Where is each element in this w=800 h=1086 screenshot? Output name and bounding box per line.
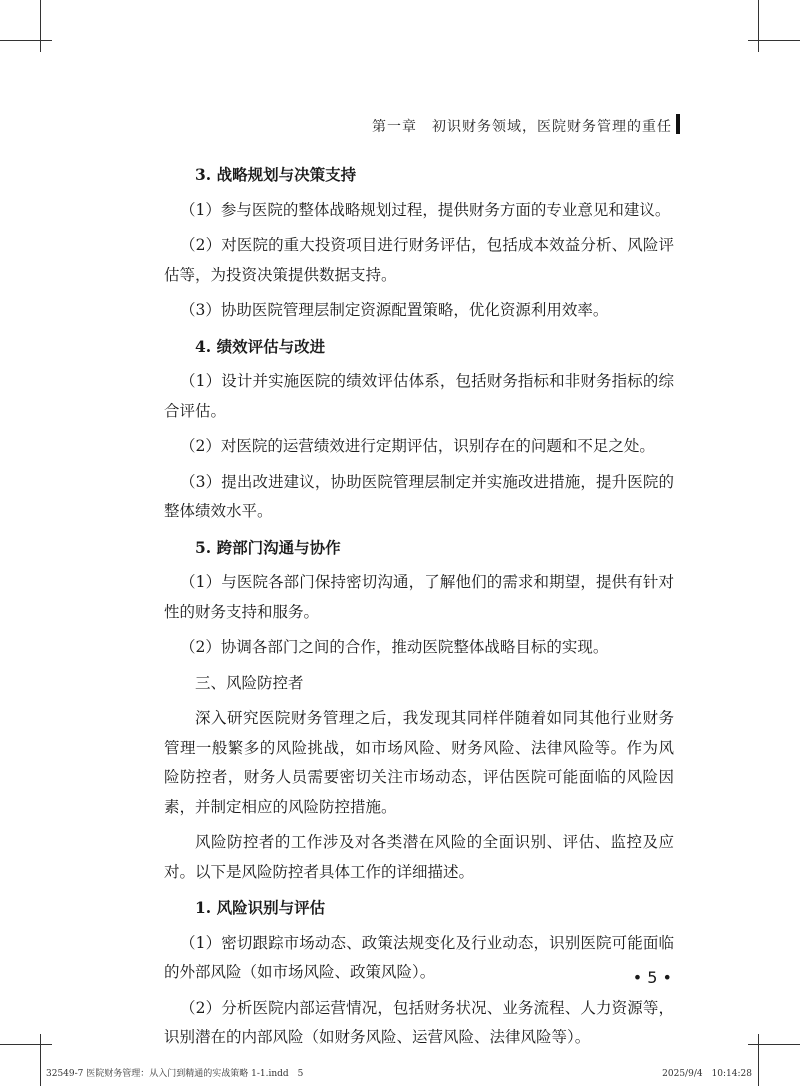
print-slug-date: 2025/9/4 10:14:28 <box>662 1069 752 1079</box>
running-head-bar <box>676 114 680 134</box>
subheading: 4. 绩效评估与改进 <box>195 336 326 356</box>
paragraph: （2）协调各部门之间的合作，推动医院整体战略目标的实现。 <box>180 638 609 656</box>
paragraph: （1）设计并实施医院的绩效评估体系，包括财务指标和非财务指标的综合评估。 <box>164 372 674 420</box>
paragraph: （3）提出改进建议，协助医院管理层制定并实施改进措施，提升医院的整体绩效水平。 <box>164 472 674 520</box>
crop-mark <box>40 1034 41 1086</box>
paragraph: （1）与医院各部门保持密切沟通，了解他们的需求和期望，提供有针对性的财务支持和服务。 <box>164 573 674 621</box>
crop-mark <box>0 1044 52 1045</box>
subheading: 5. 跨部门沟通与协作 <box>195 537 341 557</box>
crop-mark <box>758 0 759 52</box>
paragraph: （2）对医院的运营绩效进行定期评估，识别存在的问题和不足之处。 <box>180 437 655 455</box>
running-head: 第一章 初识财务领域，医院财务管理的重任 <box>372 119 672 135</box>
crop-mark <box>758 1034 759 1086</box>
page-number: • 5 • <box>632 968 672 987</box>
crop-mark <box>0 40 52 41</box>
crop-mark <box>40 0 41 52</box>
paragraph: 风险防控者的工作涉及对各类潜在风险的全面识别、评估、监控及应对。以下是风险防控者具体工作的详细描述。 <box>164 833 674 881</box>
section-heading: 三、风险防控者 <box>195 673 304 692</box>
subheading: 3. 战略规划与决策支持 <box>195 165 357 184</box>
crop-mark <box>748 40 800 41</box>
print-slug-file: 32549-7 医院财务管理：从入门到精通的实战策略 1-1.indd 5 <box>46 1069 304 1079</box>
paragraph: （1）密切跟踪市场动态、政策法规变化及行业动态，识别医院可能面临的外部风险（如市场风险、政策风险）。 <box>164 933 674 981</box>
paragraph: （3）协助医院管理层制定资源配置策略，优化资源利用效率。 <box>180 301 609 319</box>
page-body <box>164 160 674 1059</box>
subheading: 1. 风险识别与评估 <box>195 898 326 917</box>
paragraph: （1）参与医院的整体战略规划过程，提供财务方面的专业意见和建议。 <box>180 200 671 219</box>
paragraph: （2）分析医院内部运营情况，包括财务状况、业务流程、人力资源等，识别潜在的内部风险（如财务风险、运营风险、法律风险等）。 <box>164 998 674 1046</box>
crop-mark <box>748 1044 800 1045</box>
paragraph: 深入研究医院财务管理之后，我发现其同样伴随着如同其他行业财务管理一般繁多的风险挑战，如市场风险、财务风险、法律风险等。作为风险防控者，财务人员需要密切关注市场动态，评估医院可能面临的风险因素，并制定相应的风险防控措施。 <box>164 709 674 816</box>
paragraph: （2）对医院的重大投资项目进行财务评估，包括成本效益分析、风险评估等，为投资决策提供数据支持。 <box>164 236 674 284</box>
